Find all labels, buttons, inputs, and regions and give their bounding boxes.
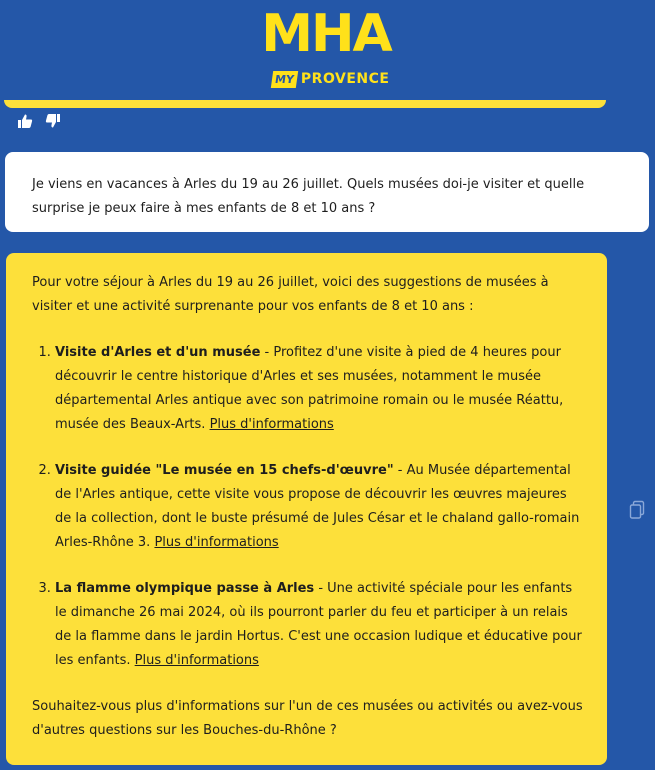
thumbs-down-icon[interactable] (44, 112, 62, 130)
logo-wordmark (261, 4, 391, 64)
logo (261, 4, 391, 96)
more-info-link[interactable]: Plus d'informations (134, 653, 259, 668)
item-text: - Profitez d'une visite à pied de 4 heures pour découvrir le centre historique d'Arles et ses musées, notamment le musée départemental Arles antique avec son patrimoine romain ou le musée Réattu, musée des Beaux-Arts. (55, 345, 564, 432)
more-info-link[interactable]: Plus d'informations (209, 417, 334, 432)
feedback-buttons (16, 112, 62, 130)
list-item (55, 341, 585, 437)
item-text: - Une activité spéciale pour les enfants le dimanche 26 mai 2024, où ils pourront parler du feu et participer à un relais de la flamme dans le jardin Hortus. C'est une occasion ludique et éducative pour les enfants. (55, 581, 582, 668)
list-item (55, 459, 585, 555)
bot-outro-text: Souhaitez-vous plus d'informations sur l'un de ces musées ou activités ou avez-vous d'autres questions sur les Bouches-du-Rhône ? (32, 699, 583, 738)
logo-badge-my: MY (271, 71, 298, 88)
more-info-link[interactable]: Plus d'informations (154, 535, 279, 550)
item-title: Visite guidée "Le musée en 15 chefs-d'œuvre" (55, 463, 394, 478)
suggestion-list (32, 341, 585, 673)
bot-message-bubble (6, 253, 607, 765)
previous-message-bottom (4, 100, 606, 108)
bot-intro-text: Pour votre séjour à Arles du 19 au 26 juillet, voici des suggestions de musées à visiter et une activité surprenante pour vos enfants de 8 et 10 ans : (32, 275, 549, 314)
user-message-text: Je viens en vacances à Arles du 19 au 26 juillet. Quels musées doi-je visiter et quelle surprise je peux faire à mes enfants de 8 et 10 ans ? (32, 177, 585, 216)
logo-badge (272, 66, 390, 92)
item-title: La flamme olympique passe à Arles (55, 581, 315, 596)
copy-icon[interactable] (628, 500, 646, 520)
item-title: Visite d'Arles et d'un musée (55, 345, 261, 360)
logo-mha-text: MHA (261, 4, 391, 64)
logo-badge-provence: PROVENCE (300, 71, 390, 87)
thumbs-up-icon[interactable] (16, 112, 34, 130)
list-item (55, 577, 585, 673)
item-text: - Au Musée départemental de l'Arles antique, cette visite vous propose de découvrir les œuvres majeures de la collection, dont le buste présumé de Jules César et le chaland gallo-romain Arles-Rhône 3. (55, 463, 580, 550)
user-message-bubble (5, 152, 649, 232)
